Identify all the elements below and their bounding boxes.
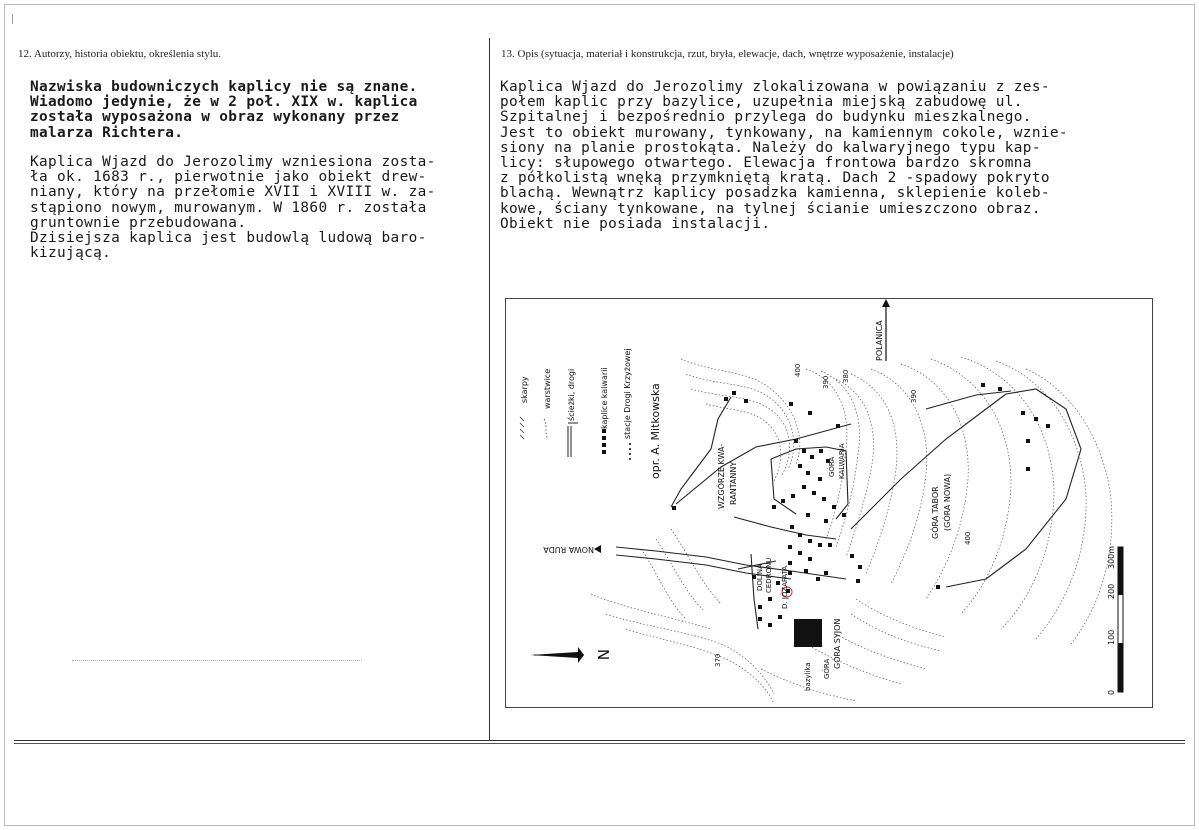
site-map-drawing — [506, 299, 1153, 708]
scale-tick-200: 200 — [1107, 583, 1116, 599]
scale-tick-0: 0 — [1107, 689, 1116, 695]
north-arrow — [530, 647, 584, 663]
label-wzgorze-line1: WZGÓRZE KWA- — [717, 443, 726, 509]
label-dolina-jozafata: D. JÓZAFATA — [781, 565, 789, 609]
corner-mark — [12, 14, 13, 24]
legend-symbol-sciezki — [568, 423, 578, 457]
legend-label-stacje: stacje Drogi Krzyżowej — [623, 348, 632, 439]
legend-symbol-kaplice — [602, 429, 606, 454]
map-author: opr. A. Mitkowska — [649, 383, 662, 479]
label-wzgorze-line2: RANTANNY — [729, 461, 738, 505]
map-legend — [520, 348, 662, 479]
scale-unit-label: 300m — [1107, 545, 1116, 569]
label-gora-tabor-line2: (GÓRA NOWA) — [943, 473, 952, 531]
label-nowa-ruda: NOWA RUDA — [543, 545, 594, 554]
section-13-paragraph: Kaplica Wjazd do Jerozolimy zlokalizowana w powiązaniu z zes- połem kaplic przy bazylice, uzupełnia miejską zabudowę ul. Szpitalnej i bezpośrednio przylega do budynku mieszkalnego. Jest to obiekt murowany, tynkowany, na kamiennym cokole, wznie- siony na planie prostokąta. Należy do kalwaryjnego typu kap- licy: słupowego otwartego. Elewacja frontowa bardzo skromna z półkolistą wnęką przymkniętą kratą. Dach 2 -spadowy pokryto blachą. Wewnątrz kaplicy posadzka kamienna, sklepienie koleb- kowe, ściany tynkowane, na tylnej ścianie umieszczono obraz. Obiekt nie posiada instalacji. — [500, 79, 1068, 232]
contour-label-380: 380 — [842, 369, 850, 383]
scale-bar — [1118, 547, 1123, 692]
legend-label-sciezki: ścieżki, drogi — [567, 368, 576, 421]
north-label: N — [594, 649, 612, 661]
label-gora-kalwaria-line1: GÓRA — [828, 456, 836, 477]
legend-label-skarpy: skarpy — [520, 376, 529, 403]
legend-label-kaplice: kaplice kalwarii — [600, 367, 609, 429]
legend-label-warstwice: warstwice — [543, 368, 552, 409]
bottom-rule-double — [14, 743, 1185, 744]
label-gora-syjon-line1: GÓRA SYJON — [833, 618, 842, 669]
legend-symbol-skarpy — [520, 417, 524, 439]
legend-symbol-stacje — [629, 443, 631, 460]
roads — [616, 389, 1081, 629]
label-dolina-cedronu-line1: DOLINA — [756, 564, 764, 591]
nowa-ruda-arrow — [594, 545, 601, 553]
chapels — [672, 383, 1050, 647]
contour-label-370: 370 — [714, 653, 722, 667]
column-divider — [489, 38, 490, 740]
contour-label-390b: 390 — [910, 389, 918, 403]
bottom-rule — [14, 740, 1185, 741]
section-13-header: 13. Opis (sytuacja, materiał i konstrukcja, rzut, bryła, elewacje, dach, wnętrze wyposażenie, instalacje) — [501, 48, 954, 60]
contour-label-400b: 400 — [964, 531, 972, 545]
section-12-header: 12. Autorzy, historia obiektu, określenia stylu. — [18, 48, 222, 60]
site-map — [505, 298, 1153, 708]
section-12-paragraph-3: Dzisiejsza kaplica jest budowlą ludową baro- kizującą. — [30, 230, 427, 262]
contour-label-390a: 390 — [822, 375, 830, 389]
label-gora-kalwaria-line2: KALWARIA — [838, 443, 846, 479]
scale-tick-100: 100 — [1107, 629, 1116, 645]
section-12-paragraph-2: Kaplica Wjazd do Jerozolimy wzniesiona zosta- ła ok. 1683 r., pierwotnie jako obiekt drew- niany, który na przełomie XVII i XVIII w. za- stąpiono nowym, murowanym. W 1860 r. została gruntownie przebudowana. — [30, 154, 436, 231]
label-gora-syjon-line2: GÓRA — [823, 658, 831, 679]
legend-symbol-warstwice — [544, 419, 548, 439]
label-polanica: POLANICA — [875, 320, 884, 361]
label-bazylika: bazylika — [804, 662, 812, 691]
label-gora-tabor-line1: GÓRA TABOR — [931, 486, 940, 539]
contour-lines — [591, 357, 1112, 704]
contour-label-400a: 400 — [794, 363, 802, 377]
label-dolina-cedronu-line2: CEDRONU — [765, 557, 773, 593]
section-12-paragraph-1: Nazwiska budowniczych kaplicy nie są znane. Wiadomo jedynie, że w 2 poł. XIX w. kaplica została wyposażona w obraz wykonany przez malarza Richtera. — [30, 79, 418, 141]
faint-dotted-line — [72, 660, 362, 661]
